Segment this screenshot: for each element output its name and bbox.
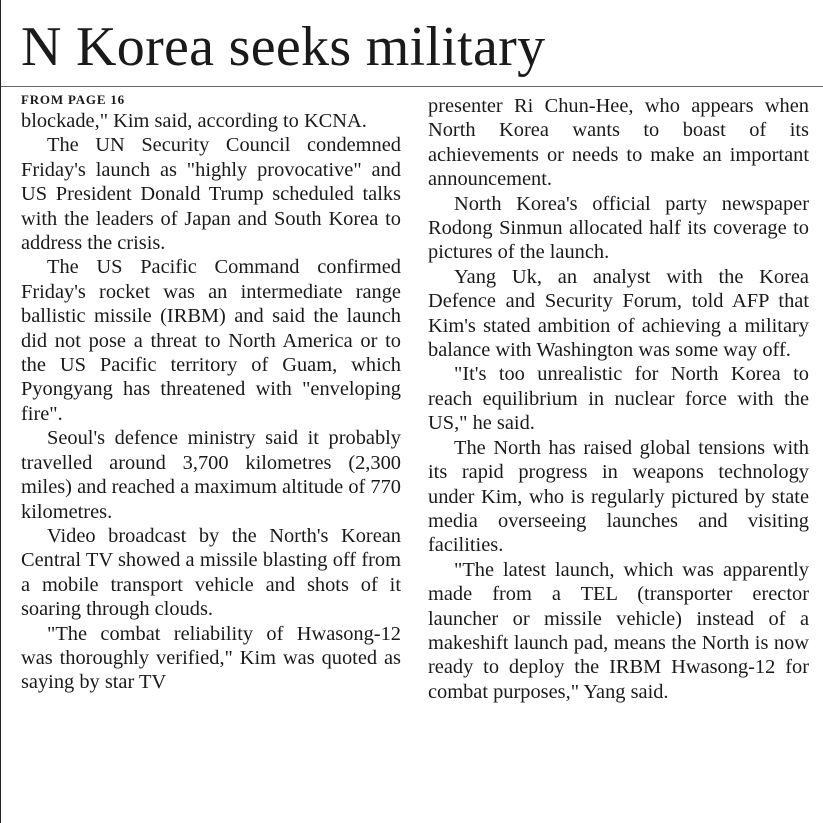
paragraph: Seoul's defence ministry said it probably travelled around 3,700 kilometres (2,300 miles) and reached a maximum altitude of 770 kilometres.: [21, 427, 401, 523]
continuation-kicker: FROM PAGE 16: [21, 92, 125, 107]
article-column-right: [428, 94, 809, 704]
paragraph: "The combat reliability of Hwasong-12 was thoroughly verified," Kim was quoted as saying by star TV: [21, 622, 401, 694]
article-column-left: [21, 92, 401, 695]
paragraph: blockade," Kim said, according to KCNA.: [21, 110, 367, 132]
paragraph: Video broadcast by the North's Korean Central TV showed a missile blasting off from a mobile transport vehicle and shots of it soaring through clouds.: [21, 524, 401, 621]
headline-divider: [1, 86, 823, 87]
paragraph: The North has raised global tensions with its rapid progress in weapons technology under Kim, who is regularly pictured by state media overseeing launches and visiting facilities.: [428, 436, 809, 557]
paragraph: presenter Ri Chun-Hee, who appears when North Korea wants to boast of its achievements or needs to make an important announcement.: [428, 95, 809, 191]
paragraph: Yang Uk, an analyst with the Korea Defence and Security Forum, told AFP that Kim's stated ambition of achieving a military balance with Washington was some way off.: [428, 265, 809, 362]
paragraph: "It's too unrealistic for North Korea to reach equilibrium in nuclear force with the US," he said.: [428, 363, 809, 435]
paragraph: North Korea's official party newspaper Rodong Sinmun allocated half its coverage to pictures of the launch.: [428, 192, 809, 264]
paragraph: The UN Security Council condemned Friday's launch as "highly provocative" and US President Donald Trump scheduled talks with the leaders of Japan and South Korea to address the crisis.: [21, 134, 401, 255]
paragraph: The US Pacific Command confirmed Friday's rocket was an intermediate range ballistic missile (IRBM) and said the launch did not pose a threat to North America or to the US Pacific territory of Guam, which Pyongyang has threatened with "enveloping fire".: [21, 256, 401, 425]
paragraph: "The latest launch, which was apparently made from a TEL (transporter erector launcher or missile vehicle) instead of a makeshift launch pad, means the North is now ready to deploy the IRBM Hwasong-12 for combat purposes," Yang said.: [428, 558, 809, 703]
headline: N Korea seeks military: [21, 16, 546, 78]
